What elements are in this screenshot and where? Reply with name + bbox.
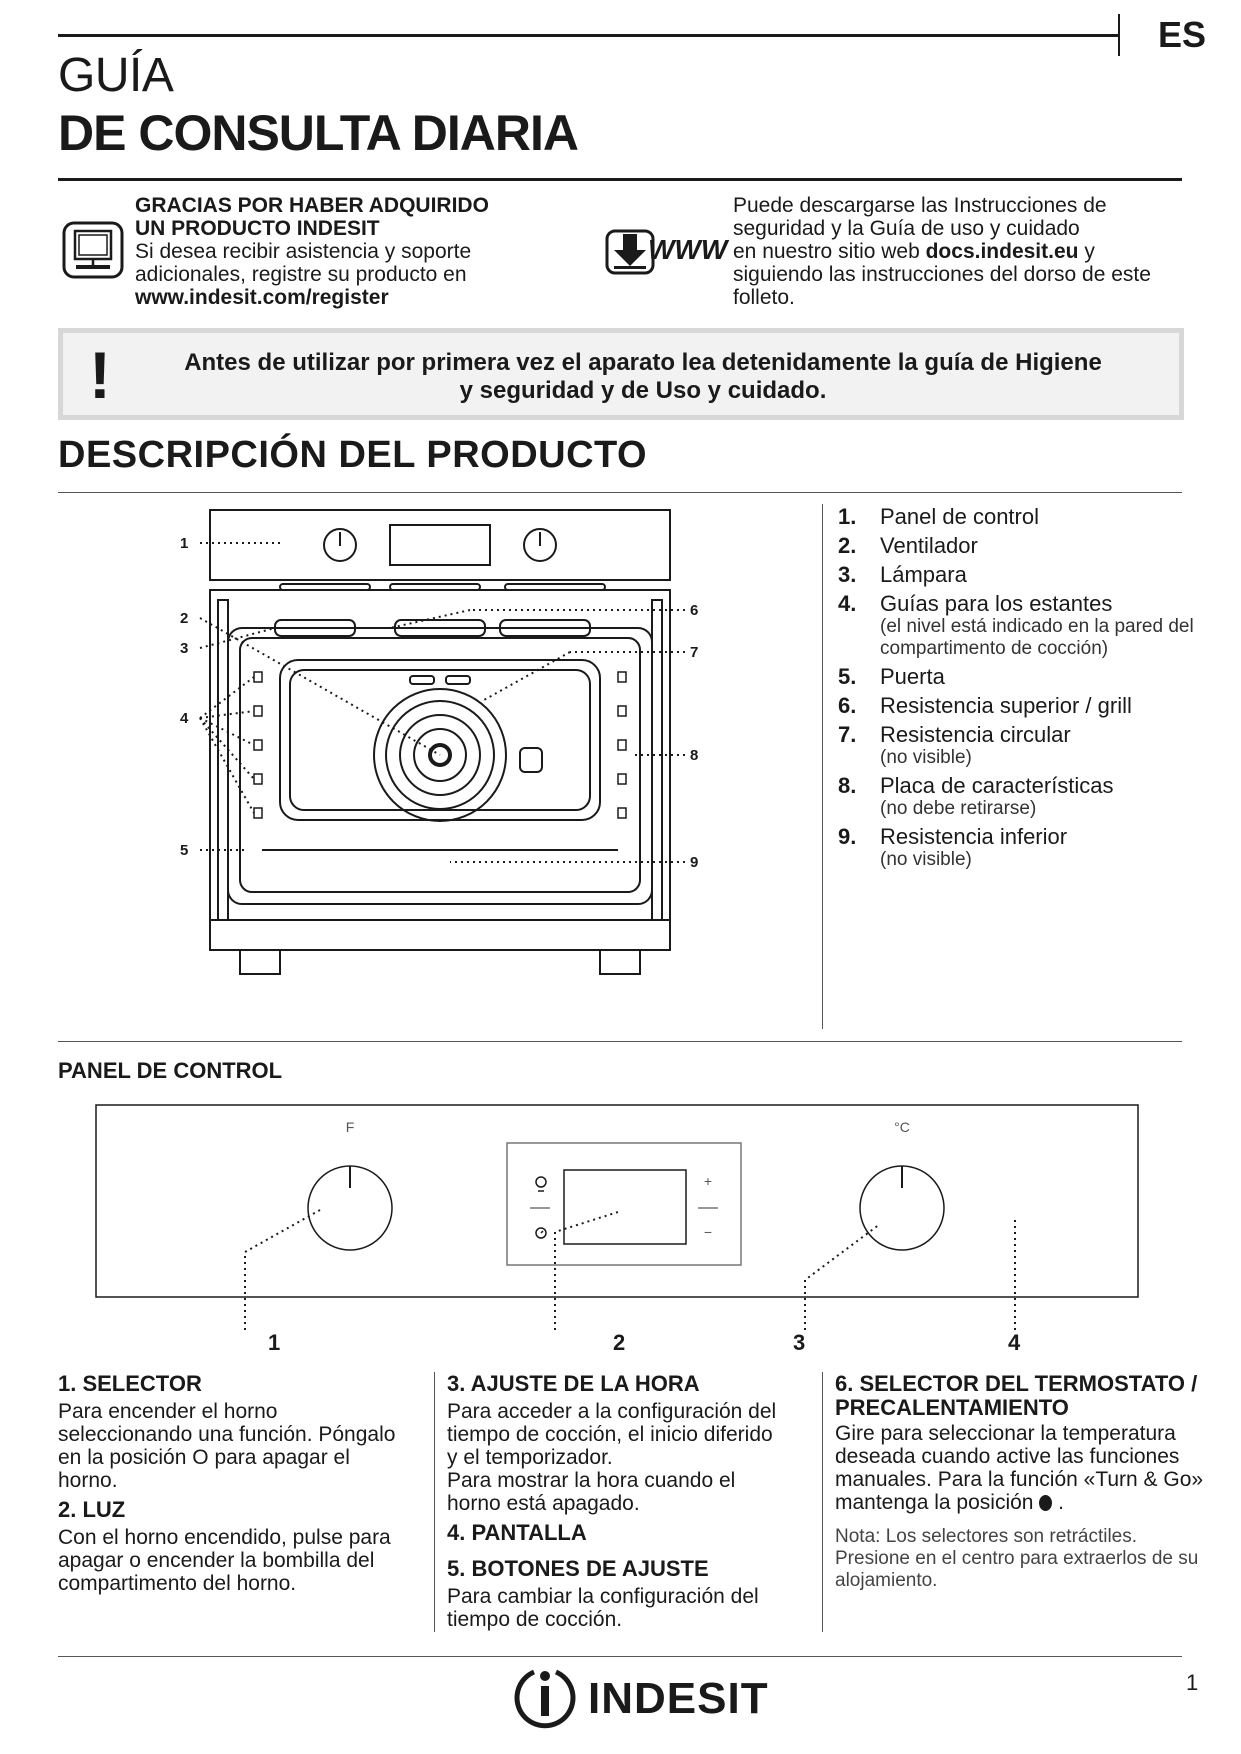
thermostat-heading	[835, 1372, 1205, 1420]
light-text: Con el horno encendido, pulse para apagar o encender la bombilla del compartimento del horno.	[58, 1526, 391, 1595]
legend-note: (el nivel está indicado en la pared del compartimento de cocción)	[880, 616, 1194, 659]
language-code: ES	[1158, 14, 1207, 55]
legend-label: Ventilador	[880, 533, 978, 558]
footer-rule	[58, 1656, 1182, 1657]
intro-left-text-2: adicionales, registre su producto en	[135, 263, 467, 286]
legend-item	[838, 505, 1208, 529]
legend-num: 6.	[838, 693, 857, 718]
legend-item	[838, 592, 1208, 660]
legend-item	[838, 563, 1208, 587]
legend-item	[838, 665, 1208, 689]
display-heading: 4. PANTALLA	[447, 1520, 587, 1545]
column-2	[447, 1372, 787, 1637]
title-line-2: DE CONSULTA DIARIA	[58, 105, 578, 161]
intro-right-line-5: folleto.	[733, 286, 795, 309]
column-1	[58, 1372, 398, 1601]
warning-line-2: y seguridad y de Uso y cuidado.	[459, 377, 827, 404]
warning-box	[58, 328, 1184, 420]
diagram-label-8: 8	[690, 747, 699, 764]
knob-right-label: °C	[894, 1119, 910, 1135]
register-link[interactable]: www.indesit.com/register	[135, 286, 389, 309]
legend-label: Resistencia inferior	[880, 824, 1068, 849]
control-panel-diagram	[90, 1100, 1150, 1350]
legend-item	[838, 694, 1208, 718]
oven-diagram	[170, 500, 710, 1020]
lightbulb-icon	[536, 1177, 546, 1187]
diagram-label-2: 2	[180, 610, 189, 627]
diagram-label-6: 6	[690, 602, 699, 619]
warning-text	[143, 349, 1143, 405]
intro-left-heading-1: GRACIAS POR HABER ADQUIRIDO	[135, 194, 489, 217]
timer-panel	[507, 1143, 741, 1265]
legend-label: Resistencia superior / grill	[880, 693, 1132, 718]
oven-display	[390, 525, 490, 565]
thermostat-text: Gire para seleccionar la temperatura deseada cuando active las funciones manuales. Para la función «Turn & Go» mantenga la posición .	[835, 1422, 1204, 1514]
intro-left-heading-2: UN PRODUCTO INDESIT	[135, 217, 380, 240]
intro-right-line-1: Puede descargarse las Instrucciones de	[733, 194, 1107, 217]
intro-left-text-1: Si desea recibir asistencia y soporte	[135, 240, 472, 263]
retractable-note: Nota: Los selectores son retráctiles. Presione en el centro para extraerlos de su alojamiento.	[835, 1526, 1199, 1591]
legend-note: (no visible)	[880, 747, 972, 768]
diagram-label-7: 7	[690, 644, 699, 661]
title-rule	[58, 178, 1182, 181]
docs-link[interactable]: docs.indesit.eu	[925, 240, 1079, 263]
column-3	[835, 1372, 1205, 1598]
intro-right-line-4: siguiendo las instrucciones del dorso de este	[733, 263, 1151, 286]
off-symbol: O	[192, 1446, 209, 1469]
intro-right	[733, 194, 1203, 309]
callout-1: 1	[268, 1330, 281, 1355]
brand-logo-mark	[510, 1664, 580, 1730]
column-divider-2	[822, 1372, 823, 1632]
legend-item	[838, 825, 1208, 871]
clock-text-b: Para mostrar la hora cuando el horno está apagado.	[447, 1469, 736, 1515]
top-rule-tick	[1118, 14, 1120, 56]
adjust-text: Para cambiar la configuración del tiempo de cocción.	[447, 1585, 759, 1631]
warning-icon: !	[89, 338, 111, 412]
legend-item	[838, 534, 1208, 558]
selector-heading: 1. SELECTOR	[58, 1371, 202, 1396]
legend-num: 1.	[838, 504, 857, 529]
thermostat-heading-1: 6. SELECTOR DEL TERMOSTATO /	[835, 1371, 1198, 1396]
product-heading: DESCRIPCIÓN DEL PRODUCTO	[58, 434, 648, 476]
legend-note: (no debe retirarse)	[880, 798, 1037, 819]
oven-control-panel	[210, 510, 670, 580]
legend-label: Guías para los estantes	[880, 591, 1113, 616]
legend-num: 4.	[838, 591, 857, 616]
intro-right-line-3b: y	[1078, 240, 1095, 263]
control-rule	[58, 1041, 1182, 1042]
brand-name: INDESIT	[588, 1674, 769, 1723]
control-panel-heading: PANEL DE CONTROL	[58, 1058, 283, 1083]
diagram-label-5: 5	[180, 842, 189, 859]
selector-text-a: Para encender el horno seleccionando una función. Póngalo en la posición	[58, 1400, 396, 1469]
legend-label: Resistencia circular	[880, 722, 1071, 747]
panel-display	[564, 1170, 686, 1244]
legend-label: Placa de características	[880, 773, 1114, 798]
legend-item	[838, 723, 1208, 769]
clock-heading: 3. AJUSTE DE LA HORA	[447, 1371, 700, 1396]
callout-3: 3	[793, 1330, 806, 1355]
legend-note: (no visible)	[880, 849, 972, 870]
thermostat-text-body: Gire para seleccionar la temperatura deseada cuando active las funciones manuales. Para la función «Turn & Go» mantenga la posición	[835, 1422, 1204, 1514]
diagram-label-3: 3	[180, 640, 189, 657]
legend-num: 8.	[838, 773, 857, 798]
adjust-heading: 5. BOTONES DE AJUSTE	[447, 1556, 709, 1581]
intro-right-line-2: seguridad y la Guía de uso y cuidado	[733, 217, 1080, 240]
warning-line-1: Antes de utilizar por primera vez el aparato lea detenidamente la guía de Higiene	[184, 349, 1102, 376]
turn-and-go-dot-icon	[1039, 1495, 1052, 1511]
plus-button: +	[703, 1173, 713, 1189]
diagram-label-4: 4	[180, 710, 189, 727]
legend-num: 7.	[838, 722, 857, 747]
callout-4: 4	[1008, 1330, 1021, 1355]
product-legend	[838, 505, 1208, 876]
product-divider	[822, 504, 823, 1029]
knob-left-label: F	[345, 1119, 355, 1135]
legend-num: 5.	[838, 664, 857, 689]
selector-text-b: para apagar el horno.	[58, 1446, 350, 1492]
legend-item	[838, 774, 1208, 820]
legend-label: Panel de control	[880, 504, 1039, 529]
title-line-1: GUÍA	[58, 49, 174, 102]
clock-text-a: Para acceder a la configuración del tiempo de cocción, el inicio diferido y el temporizador.	[447, 1400, 777, 1469]
diagram-label-1: 1	[180, 535, 189, 552]
legend-label: Lámpara	[880, 562, 967, 587]
selector-text	[58, 1400, 398, 1492]
page-number: 1	[1186, 1670, 1199, 1695]
legend-num: 9.	[838, 824, 857, 849]
legend-num: 2.	[838, 533, 857, 558]
intro-left	[135, 194, 575, 309]
intro-right-line-3a: en nuestro sitio web	[733, 240, 926, 263]
top-rule	[58, 34, 1120, 37]
light-heading: 2. LUZ	[58, 1497, 126, 1522]
thermostat-heading-2: PRECALENTAMIENTO	[835, 1395, 1069, 1420]
legend-num: 3.	[838, 562, 857, 587]
www-label: WWW	[648, 234, 728, 265]
panel-outline	[96, 1105, 1138, 1297]
minus-button: −	[703, 1224, 713, 1240]
column-divider-1	[434, 1372, 435, 1632]
product-rule	[58, 492, 1182, 493]
diagram-label-9: 9	[690, 854, 699, 871]
legend-label: Puerta	[880, 664, 945, 689]
callout-2: 2	[613, 1330, 626, 1355]
computer-icon	[62, 221, 124, 279]
